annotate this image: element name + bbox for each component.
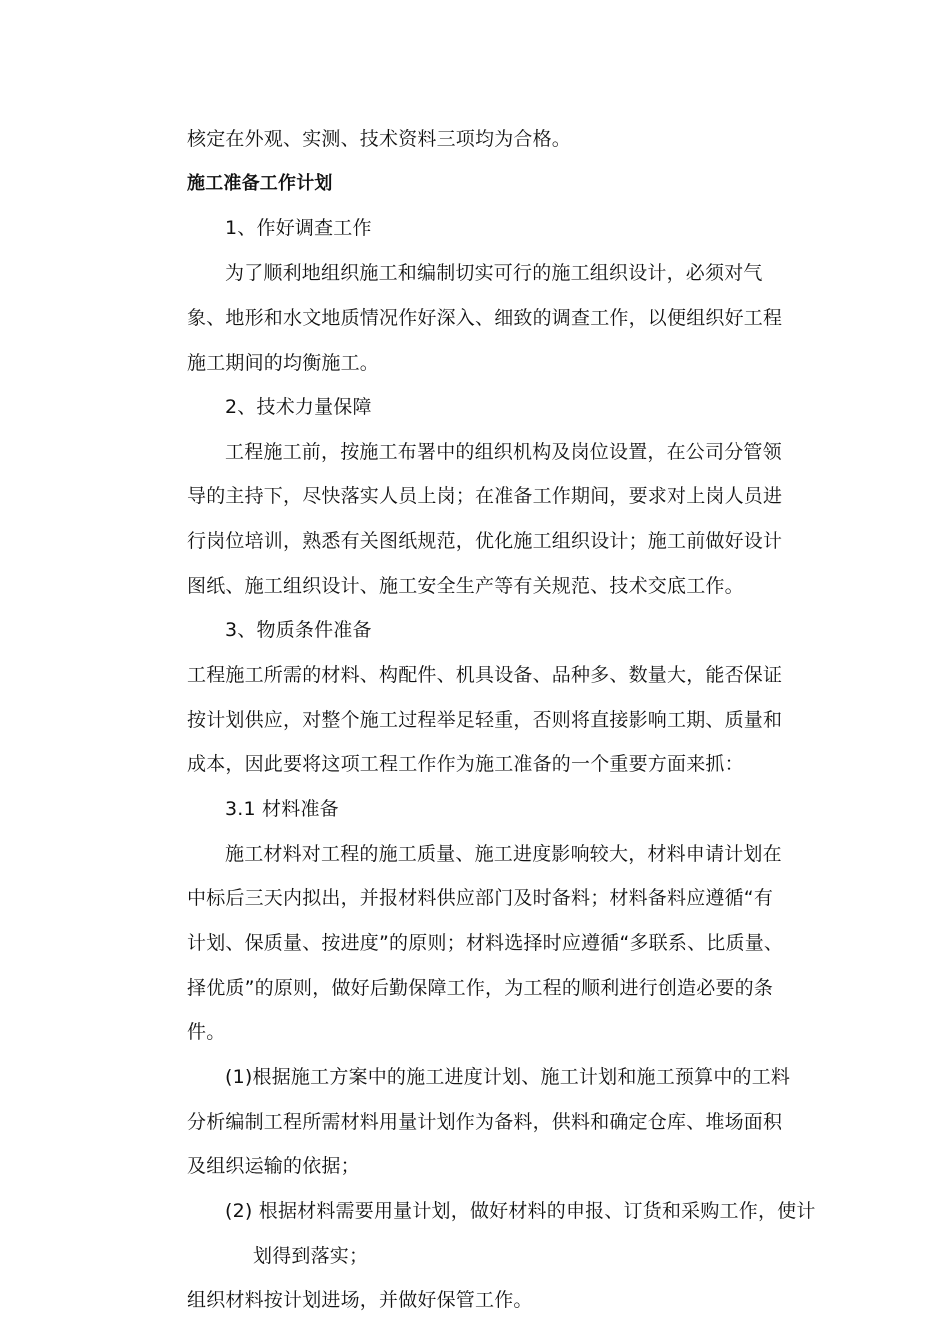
text-line: 施工期间的均衡施工。 — [187, 352, 380, 374]
text-line: 件。 — [187, 1021, 226, 1043]
text-line: 行岗位培训，熟悉有关图纸规范，优化施工组织设计；施工前做好设计 — [187, 530, 783, 552]
text-line: 按计划供应，对整个施工过程举足轻重，否则将直接影响工期、质量和 — [187, 709, 783, 731]
text-line: 工程施工所需的材料、构配件、机具设备、品种多、数量大，能否保证 — [187, 664, 783, 686]
text-line: 中标后三天内拟出，并报材料供应部门及时备料；材料备料应遵循“有 — [187, 887, 774, 909]
text-line: 为了顺利地组织施工和编制切实可行的施工组织设计，必须对气 — [225, 262, 763, 284]
text-line: 计划、保质量、按进度”的原则；材料选择时应遵循“多联系、比质量、 — [187, 932, 784, 954]
text-line: 及组织运输的依据； — [187, 1155, 360, 1177]
text-line: 择优质”的原则，做好后勤保障工作，为工程的顺利进行创造必要的条 — [187, 977, 774, 999]
text-line: 工程施工前，按施工布署中的组织机构及岗位设置，在公司分管领 — [225, 441, 782, 463]
text-line: 组织材料按计划进场，并做好保管工作。 — [187, 1289, 533, 1311]
subheading: 3、物质条件准备 — [225, 619, 372, 641]
text-line: 成本，因此要将这项工程工作作为施工准备的一个重要方面来抓： — [187, 753, 744, 775]
list-item: (2) 根据材料需要用量计划，做好材料的申报、订货和采购工作，使计 — [225, 1200, 816, 1222]
text-line: 施工材料对工程的施工质量、施工进度影响较大，材料申请计划在 — [225, 843, 782, 865]
text-line: 导的主持下，尽快落实人员上岗；在准备工作期间，要求对上岗人员进 — [187, 485, 783, 507]
subheading: 3.1 材料准备 — [225, 798, 339, 820]
subheading: 1、作好调查工作 — [225, 217, 372, 239]
subheading: 2、技术力量保障 — [225, 396, 372, 418]
text-line: 分析编制工程所需材料用量计划作为备料，供料和确定仓库、堆场面积 — [187, 1111, 783, 1133]
list-item: (1)根据施工方案中的施工进度计划、施工计划和施工预算中的工料 — [225, 1066, 791, 1088]
text-line: 图纸、施工组织设计、施工安全生产等有关规范、技术交底工作。 — [187, 575, 744, 597]
text-line: 划得到落实； — [253, 1245, 369, 1267]
section-heading: 施工准备工作计划 — [187, 173, 333, 194]
text-line: 核定在外观、实测、技术资料三项均为合格。 — [187, 128, 572, 150]
text-line: 象、地形和水文地质情况作好深入、细致的调查工作，以便组织好工程 — [187, 307, 783, 329]
